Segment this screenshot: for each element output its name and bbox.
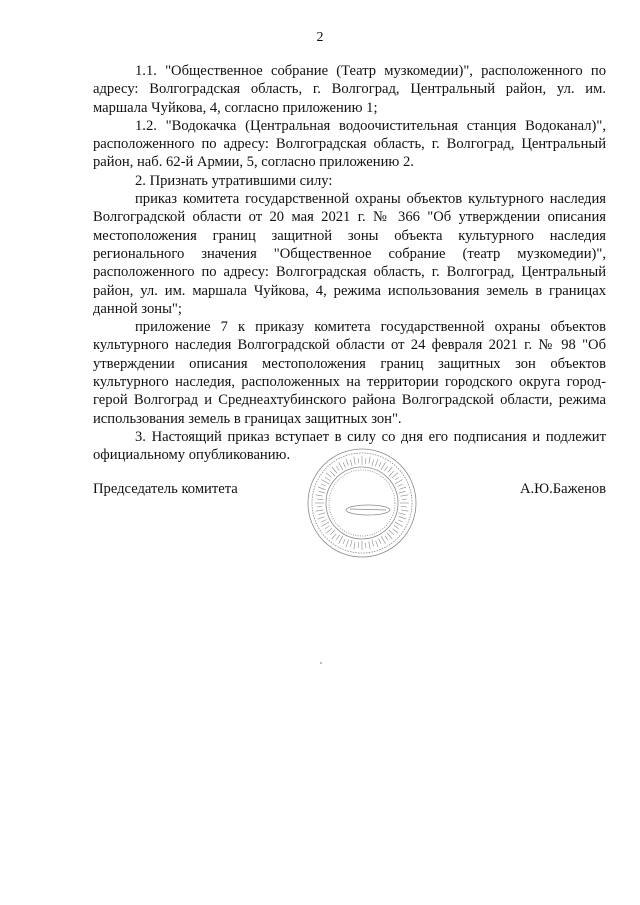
paragraph-1-1: 1.1. "Общественное собрание (Театр музкомедии)", расположенного по адресу: Волгоградская область, г. Волгоград, Центральный район, ул. им. маршала Чуйкова, 4, согласно приложению 1; bbox=[93, 63, 606, 116]
signatory-title: Председатель комитета bbox=[93, 481, 238, 497]
official-seal-stamp bbox=[306, 447, 418, 559]
signatory-name: А.Ю.Баженов bbox=[519, 481, 606, 497]
paragraph-2-order-366: приказ комитета государственной охраны объектов культурного наследия Волгоградской области от 20 мая 2021 г. № 366 "Об утверждении описания местоположения границ защитной зоны объекта культурного наследия регионального значения "Общественное собрание (театр музкомедии)", расположенного по адресу: Волгоградская область, г. Волгоград, Центральный район, ул. им. маршала Чуйкова, 4, режима использования земель в границах данной зоны"; bbox=[93, 191, 606, 317]
paragraph-3: 3. Настоящий приказ вступает в силу со дня его подписания и подлежит официальному опубликованию. bbox=[93, 428, 606, 464]
page-number: 2 bbox=[316, 30, 324, 45]
paragraph-2: 2. Признать утратившими силу: bbox=[135, 172, 333, 189]
scan-speck bbox=[320, 662, 322, 664]
paragraph-2-appendix-7: приложение 7 к приказу комитета государственной охраны объектов культурного наследия Волгоградской области от 24 февраля 2021 г. № 98 "Об утверждении описания местоположения границ защитных зон объектов культурного наследия, расположенных на территории городского округа город-герой Волгоград и Среднеахтубинского района Волгоградской области, режима использования земель в границах защитных зон". bbox=[93, 319, 606, 427]
paragraph-1-2: 1.2. "Водокачка (Центральная водоочистительная станция Водоканал)", расположенного по адресу: Волгоградская область, г. Волгоград, Центральный район, наб. 62-й Армии, 5, согласно приложению 2. bbox=[93, 117, 606, 171]
document-body bbox=[93, 62, 606, 465]
